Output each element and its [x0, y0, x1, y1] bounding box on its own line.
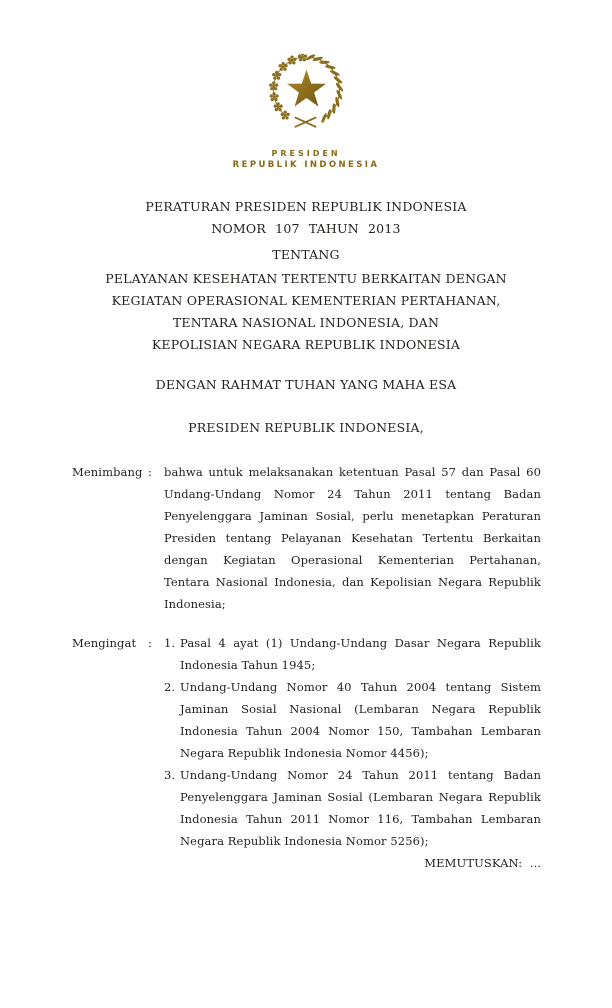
menimbang-section — [72, 461, 541, 615]
paragraph-line: bahwa untuk melaksanakan ketentuan Pasal 57 dan Pasal 60 — [164, 465, 541, 479]
list-item-number: 2. — [164, 680, 176, 694]
list-item — [164, 676, 541, 764]
paragraph-line: Presiden tentang Pelayanan Kesehatan Tertentu Berkaitan — [164, 531, 541, 545]
mengingat-list — [164, 632, 541, 852]
enacting-authority-line: PRESIDEN REPUBLIK INDONESIA, — [188, 420, 424, 435]
regulation-number: NOMOR 107 TAHUN 2013 — [211, 221, 401, 236]
presidential-star-wreath-icon — [252, 54, 361, 132]
list-item-line: Negara Republik Indonesia Nomor 5256); — [180, 834, 429, 848]
list-item-number: 3. — [164, 768, 176, 782]
subject-line: KEGIATAN OPERASIONAL KEMENTERIAN PERTAHANAN, — [111, 293, 501, 308]
list-item-line: Indonesia Tahun 1945; — [180, 658, 316, 672]
list-item-line: Penyelenggara Jaminan Sosial (Lembaran Negara Republik — [180, 790, 541, 804]
subject-line: PELAYANAN KESEHATAN TERTENTU BERKAITAN DENGAN — [105, 271, 507, 286]
mengingat-section — [72, 632, 541, 852]
paragraph-line: Penyelenggara Jaminan Sosial, perlu menetapkan Peraturan — [164, 509, 541, 523]
tentang-label: TENTANG — [272, 247, 340, 262]
paragraph-line: Indonesia; — [164, 597, 226, 611]
list-item-line: Indonesia Tahun 2004 Nomor 150, Tambahan Lembaran — [180, 724, 541, 738]
menimbang-label: Menimbang — [72, 465, 143, 479]
list-item-line: Pasal 4 ayat (1) Undang-Undang Dasar Negara Republik — [180, 636, 541, 650]
subject-line: KEPOLISIAN NEGARA REPUBLIK INDONESIA — [151, 337, 461, 352]
mengingat-label: Mengingat — [72, 636, 137, 650]
list-item-line: Negara Republik Indonesia Nomor 4456); — [180, 746, 429, 760]
title-block — [36, 196, 576, 439]
list-item-line: Indonesia Tahun 2011 Nomor 116, Tambahan Lembaran — [180, 812, 541, 826]
seal-republik-indonesia-label: REPUBLIK INDONESIA — [232, 160, 380, 170]
body-block — [72, 461, 541, 874]
menimbang-paragraph — [164, 461, 541, 615]
list-item-line: Jaminan Sosial Nasional (Lembaran Negara Republik — [180, 702, 541, 716]
regulation-title: PERATURAN PRESIDEN REPUBLIK INDONESIA — [145, 199, 467, 214]
memutuskan-line: MEMUTUSKAN: ... — [424, 856, 541, 870]
list-item-line: Undang-Undang Nomor 24 Tahun 2011 tentang Badan — [180, 768, 541, 782]
list-item — [164, 764, 541, 852]
mengingat-colon: : — [148, 636, 152, 650]
seal-presiden-label: PRESIDEN — [271, 149, 341, 158]
star-icon — [287, 70, 326, 107]
list-item-line: Undang-Undang Nomor 40 Tahun 2004 tentang Sistem — [180, 680, 541, 694]
list-item-number: 1. — [164, 636, 176, 650]
invocation-line: DENGAN RAHMAT TUHAN YANG MAHA ESA — [155, 377, 457, 392]
paragraph-line: Tentara Nasional Indonesia, dan Kepolisian Negara Republik — [164, 575, 541, 589]
paragraph-line: Undang-Undang Nomor 24 Tahun 2011 tentang Badan — [164, 487, 541, 501]
subject-line: TENTARA NASIONAL INDONESIA, DAN — [172, 315, 440, 330]
list-item — [164, 632, 541, 676]
paragraph-line: dengan Kegiatan Operasional Kementerian Pertahanan, — [164, 553, 541, 567]
menimbang-colon: : — [148, 465, 152, 479]
letterhead — [0, 54, 612, 171]
